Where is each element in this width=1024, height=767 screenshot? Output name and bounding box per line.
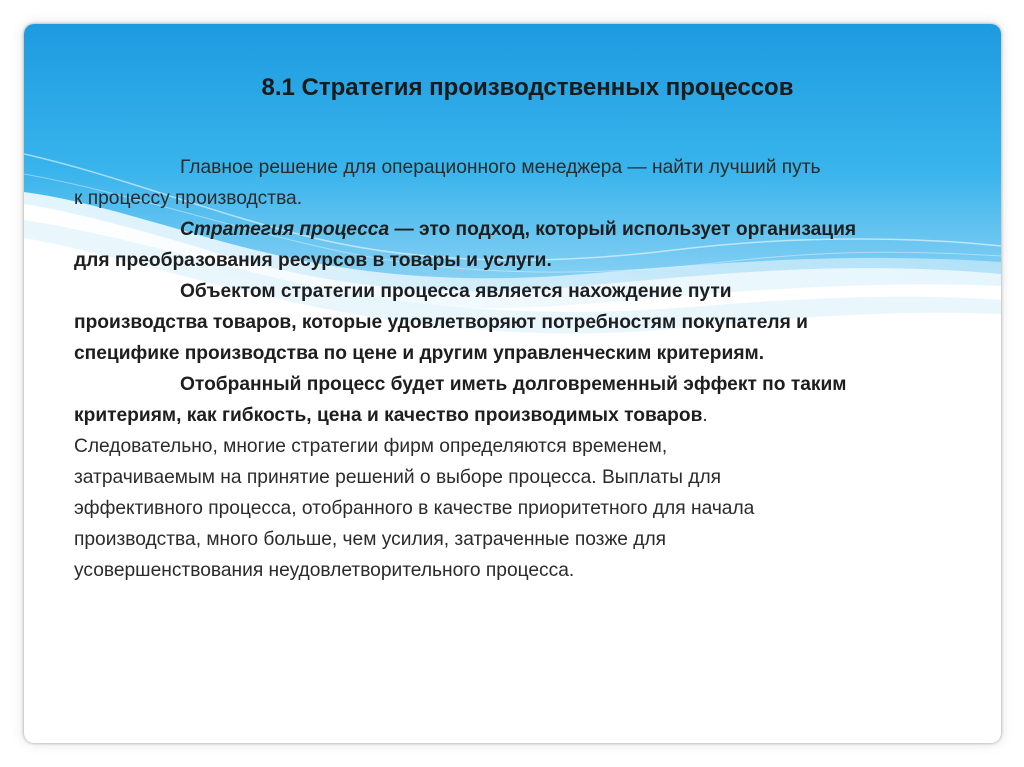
paragraph-5-line-1: Следовательно, многие стратегии фирм определяются временем, [74, 436, 668, 457]
paragraph-5-line-4: производства, много больше, чем усилия, затраченные позже для [74, 529, 667, 550]
paragraph-4-line-2-bold: критериям, как гибкость, цена и качество производимых товаров [74, 405, 703, 426]
paragraph-3-line-1: Объектом стратегии процесса является нахождение пути [180, 281, 732, 302]
paragraph-3-line-2: производства товаров, которые удовлетворяют потребностям покупателя и [74, 312, 808, 333]
paragraph-5-line-2: затрачиваемым на принятие решений о выборе процесса. Выплаты для [74, 467, 722, 488]
paragraph-4-line-2 [74, 400, 974, 431]
paragraph-4-line-2-period: . [702, 405, 708, 426]
paragraph-1-line-2: к процессу производства. [74, 188, 303, 209]
paragraph-1-line-1: Главное решение для операционного менеджера — найти лучший путь [180, 157, 821, 178]
paragraph-2-line-2: для преобразования ресурсов в товары и услуги. [74, 250, 552, 271]
paragraph-5-line-5: усовершенствования неудовлетворительного процесса. [74, 560, 575, 581]
slide [24, 24, 1001, 743]
process-strategy-term: Стратегия процесса [180, 219, 390, 240]
paragraph-3-line-3: специфике производства по цене и другим управленческим критериям. [74, 343, 765, 364]
paragraph-2-line-1-rest: — это подход, который использует организация [389, 219, 857, 240]
slide-body [74, 152, 974, 586]
paragraph-5-line-3: эффективного процесса, отобранного в качестве приоритетного для начала [74, 498, 755, 519]
paragraph-4-line-1: Отобранный процесс будет иметь долговременный эффект по таким [180, 374, 847, 395]
slide-title: 8.1 Стратегия производственных процессов [261, 74, 794, 101]
paragraph-2-line-1 [74, 214, 974, 245]
